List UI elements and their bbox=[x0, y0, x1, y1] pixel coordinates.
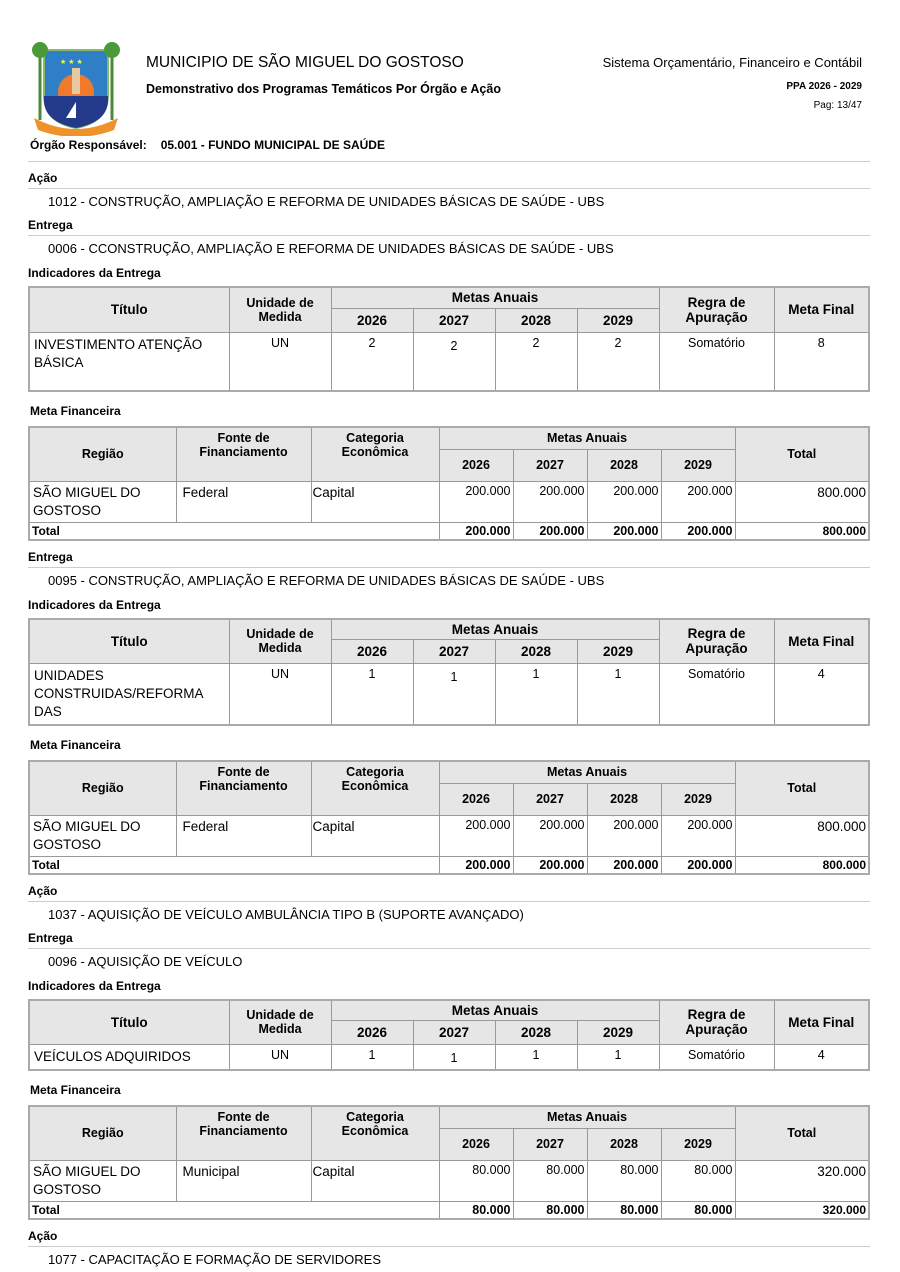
col-year: 2027 bbox=[413, 1021, 495, 1045]
svg-text:★ ★ ★: ★ ★ ★ bbox=[60, 59, 83, 66]
col-year: 2028 bbox=[587, 783, 661, 815]
col-fonte: Fonte de Financiamento bbox=[176, 1106, 311, 1160]
indicador-meta: 2 bbox=[413, 332, 495, 391]
indicador-meta: 2 bbox=[495, 332, 577, 391]
total-label: Total bbox=[29, 856, 439, 874]
table-header-row bbox=[29, 1106, 869, 1128]
table-header-row bbox=[29, 761, 869, 783]
acao-label: Ação bbox=[28, 884, 870, 902]
indicador-unidade: UN bbox=[229, 1045, 331, 1071]
indicador-titulo: UNIDADES CONSTRUIDAS/REFORMA DAS bbox=[29, 664, 229, 726]
col-regiao: Região bbox=[29, 761, 176, 815]
indicador-unidade: UN bbox=[229, 332, 331, 391]
indicador-meta: 1 bbox=[413, 664, 495, 726]
col-year: 2028 bbox=[495, 308, 577, 332]
col-year: 2029 bbox=[577, 308, 659, 332]
col-total: Total bbox=[735, 761, 869, 815]
col-unidade: Unidade de Medida bbox=[229, 1000, 331, 1045]
indicadores-table bbox=[28, 618, 870, 727]
ppa-period: PPA 2026 - 2029 bbox=[786, 81, 862, 92]
total-valor: 80.000 bbox=[439, 1201, 513, 1219]
financeira-valor: 80.000 bbox=[439, 1160, 513, 1201]
col-regra: Regra de Apuração bbox=[659, 287, 774, 332]
indicador-meta: 1 bbox=[495, 1045, 577, 1071]
financeira-valor: 200.000 bbox=[513, 481, 587, 522]
indicador-unidade: UN bbox=[229, 664, 331, 726]
entrega-label: Entrega bbox=[28, 931, 870, 949]
col-year: 2028 bbox=[587, 449, 661, 481]
table-row bbox=[29, 815, 869, 856]
table-row bbox=[29, 1045, 869, 1071]
entrega-value: 0006 - CCONSTRUÇÃO, AMPLIAÇÃO E REFORMA DE UNIDADES BÁSICAS DE SAÚDE - UBS bbox=[48, 241, 614, 256]
table-row bbox=[29, 1160, 869, 1201]
table-header-row bbox=[29, 1000, 869, 1021]
col-year: 2028 bbox=[495, 1021, 577, 1045]
financeira-valor: 200.000 bbox=[587, 481, 661, 522]
total-valor: 200.000 bbox=[439, 856, 513, 874]
col-metas-anuais: Metas Anuais bbox=[439, 427, 735, 449]
table-header-row bbox=[29, 619, 869, 640]
financeira-total: 800.000 bbox=[735, 815, 869, 856]
col-categoria: Categoria Econômica bbox=[311, 1106, 439, 1160]
total-valor: 200.000 bbox=[661, 856, 735, 874]
indicador-meta: 1 bbox=[495, 664, 577, 726]
col-year: 2028 bbox=[587, 1128, 661, 1160]
col-year: 2028 bbox=[495, 640, 577, 664]
meta-financeira-label: Meta Financeira bbox=[30, 738, 121, 752]
indicador-titulo: INVESTIMENTO ATENÇÃO BÁSICA bbox=[29, 332, 229, 391]
table-row bbox=[29, 664, 869, 726]
financeira-valor: 80.000 bbox=[513, 1160, 587, 1201]
col-year: 2026 bbox=[439, 1128, 513, 1160]
total-label: Total bbox=[29, 1201, 439, 1219]
indicadores-table bbox=[28, 286, 870, 392]
acao-label: Ação bbox=[28, 1229, 870, 1247]
financeira-valor: 200.000 bbox=[513, 815, 587, 856]
financeira-categoria: Capital bbox=[311, 815, 439, 856]
total-valor: 200.000 bbox=[661, 522, 735, 540]
indicadores-label: Indicadores da Entrega bbox=[28, 266, 161, 280]
financeira-total: 800.000 bbox=[735, 481, 869, 522]
indicador-meta-final: 8 bbox=[774, 332, 869, 391]
col-year: 2026 bbox=[331, 640, 413, 664]
col-year: 2027 bbox=[513, 449, 587, 481]
total-valor: 80.000 bbox=[587, 1201, 661, 1219]
col-metas-anuais: Metas Anuais bbox=[439, 1106, 735, 1128]
table-header-row bbox=[29, 287, 869, 308]
acao-value: 1012 - CONSTRUÇÃO, AMPLIAÇÃO E REFORMA DE UNIDADES BÁSICAS DE SAÚDE - UBS bbox=[48, 194, 605, 209]
table-row bbox=[29, 481, 869, 522]
total-valor: 80.000 bbox=[513, 1201, 587, 1219]
total-valor: 200.000 bbox=[513, 522, 587, 540]
col-year: 2027 bbox=[513, 783, 587, 815]
col-fonte: Fonte de Financiamento bbox=[176, 761, 311, 815]
total-valor: 200.000 bbox=[587, 522, 661, 540]
indicadores-table bbox=[28, 999, 870, 1072]
indicadores-label: Indicadores da Entrega bbox=[28, 978, 161, 993]
col-metas-anuais: Metas Anuais bbox=[331, 1000, 659, 1021]
table-total-row bbox=[29, 522, 869, 540]
col-regra: Regra de Apuração bbox=[659, 1000, 774, 1045]
indicador-regra: Somatório bbox=[659, 1045, 774, 1071]
col-year: 2027 bbox=[413, 308, 495, 332]
indicador-regra: Somatório bbox=[659, 664, 774, 726]
municipal-coat-of-arms-logo bbox=[30, 40, 122, 136]
indicador-meta: 1 bbox=[331, 664, 413, 726]
col-titulo: Título bbox=[29, 619, 229, 664]
total-geral: 800.000 bbox=[735, 522, 869, 540]
indicador-meta: 1 bbox=[577, 664, 659, 726]
meta-financeira-label: Meta Financeira bbox=[30, 1083, 121, 1097]
entrega-label: Entrega bbox=[28, 218, 870, 236]
financeira-valor: 80.000 bbox=[661, 1160, 735, 1201]
acao-value: 1037 - AQUISIÇÃO DE VEÍCULO AMBULÂNCIA TIPO B (SUPORTE AVANÇADO) bbox=[48, 906, 524, 922]
report-title: Demonstrativo dos Programas Temáticos Por Órgão e Ação bbox=[146, 82, 501, 96]
system-name: Sistema Orçamentário, Financeiro e Contábil bbox=[602, 55, 862, 70]
col-year: 2029 bbox=[577, 640, 659, 664]
col-titulo: Título bbox=[29, 1000, 229, 1045]
report-body bbox=[28, 161, 870, 1267]
col-year: 2029 bbox=[661, 783, 735, 815]
financeira-valor: 200.000 bbox=[661, 481, 735, 522]
table-total-row bbox=[29, 856, 869, 874]
col-total: Total bbox=[735, 1106, 869, 1160]
municipality-name: MUNICIPIO DE SÃO MIGUEL DO GOSTOSO bbox=[146, 54, 464, 71]
col-categoria: Categoria Econômica bbox=[311, 761, 439, 815]
indicador-meta: 2 bbox=[331, 332, 413, 391]
col-year: 2027 bbox=[413, 640, 495, 664]
total-valor: 200.000 bbox=[439, 522, 513, 540]
col-meta-final: Meta Final bbox=[774, 1000, 869, 1045]
financeira-regiao: SÃO MIGUEL DO GOSTOSO bbox=[29, 815, 176, 856]
financeira-regiao: SÃO MIGUEL DO GOSTOSO bbox=[29, 1160, 176, 1201]
total-geral: 320.000 bbox=[735, 1201, 869, 1219]
col-metas-anuais: Metas Anuais bbox=[331, 287, 659, 308]
indicador-regra: Somatório bbox=[659, 332, 774, 391]
col-regiao: Região bbox=[29, 1106, 176, 1160]
col-unidade: Unidade de Medida bbox=[229, 619, 331, 664]
acao-label: Ação bbox=[28, 171, 870, 189]
indicador-titulo: VEÍCULOS ADQUIRIDOS bbox=[29, 1045, 229, 1071]
orgao-value: 05.001 - FUNDO MUNICIPAL DE SAÚDE bbox=[160, 138, 385, 152]
meta-financeira-table bbox=[28, 760, 870, 875]
col-regiao: Região bbox=[29, 427, 176, 481]
financeira-fonte: Federal bbox=[176, 815, 311, 856]
col-categoria: Categoria Econômica bbox=[311, 427, 439, 481]
col-year: 2026 bbox=[439, 783, 513, 815]
entrega-value: 0096 - AQUISIÇÃO DE VEÍCULO bbox=[48, 953, 243, 969]
page-number: Pag: 13/47 bbox=[813, 100, 862, 111]
col-year: 2029 bbox=[661, 449, 735, 481]
col-metas-anuais: Metas Anuais bbox=[439, 761, 735, 783]
col-meta-final: Meta Final bbox=[774, 287, 869, 332]
financeira-valor: 200.000 bbox=[439, 815, 513, 856]
financeira-regiao: SÃO MIGUEL DO GOSTOSO bbox=[29, 481, 176, 522]
orgao-responsavel bbox=[30, 138, 399, 152]
indicador-meta: 1 bbox=[577, 1045, 659, 1071]
col-total: Total bbox=[735, 427, 869, 481]
meta-financeira-table bbox=[28, 1105, 870, 1220]
meta-financeira-table bbox=[28, 426, 870, 541]
meta-financeira-label: Meta Financeira bbox=[30, 404, 121, 418]
col-unidade: Unidade de Medida bbox=[229, 287, 331, 332]
col-year: 2029 bbox=[577, 1021, 659, 1045]
total-label: Total bbox=[29, 522, 439, 540]
acao-value: 1077 - CAPACITAÇÃO E FORMAÇÃO DE SERVIDORES bbox=[48, 1251, 382, 1267]
financeira-valor: 200.000 bbox=[661, 815, 735, 856]
entrega-label: Entrega bbox=[28, 550, 870, 568]
total-valor: 200.000 bbox=[587, 856, 661, 874]
financeira-fonte: Municipal bbox=[176, 1160, 311, 1201]
financeira-categoria: Capital bbox=[311, 481, 439, 522]
indicador-meta: 1 bbox=[413, 1045, 495, 1071]
entrega-value: 0095 - CONSTRUÇÃO, AMPLIAÇÃO E REFORMA DE UNIDADES BÁSICAS DE SAÚDE - UBS bbox=[48, 572, 605, 588]
col-regra: Regra de Apuração bbox=[659, 619, 774, 664]
col-year: 2026 bbox=[331, 1021, 413, 1045]
financeira-fonte: Federal bbox=[176, 481, 311, 522]
financeira-valor: 200.000 bbox=[587, 815, 661, 856]
col-year: 2029 bbox=[661, 1128, 735, 1160]
financeira-valor: 200.000 bbox=[439, 481, 513, 522]
col-year: 2027 bbox=[513, 1128, 587, 1160]
indicadores-label: Indicadores da Entrega bbox=[28, 597, 161, 612]
col-fonte: Fonte de Financiamento bbox=[176, 427, 311, 481]
col-metas-anuais: Metas Anuais bbox=[331, 619, 659, 640]
indicador-meta: 1 bbox=[331, 1045, 413, 1071]
table-total-row bbox=[29, 1201, 869, 1219]
total-valor: 200.000 bbox=[513, 856, 587, 874]
indicador-meta: 2 bbox=[577, 332, 659, 391]
financeira-valor: 80.000 bbox=[587, 1160, 661, 1201]
col-titulo: Título bbox=[29, 287, 229, 332]
indicador-meta-final: 4 bbox=[774, 1045, 869, 1071]
indicador-meta-final: 4 bbox=[774, 664, 869, 726]
col-meta-final: Meta Final bbox=[774, 619, 869, 664]
col-year: 2026 bbox=[331, 308, 413, 332]
report-header bbox=[0, 0, 900, 160]
table-row bbox=[29, 332, 869, 391]
financeira-categoria: Capital bbox=[311, 1160, 439, 1201]
col-year: 2026 bbox=[439, 449, 513, 481]
total-valor: 80.000 bbox=[661, 1201, 735, 1219]
financeira-total: 320.000 bbox=[735, 1160, 869, 1201]
table-header-row bbox=[29, 427, 869, 449]
orgao-label: Órgão Responsável: bbox=[30, 138, 147, 152]
total-geral: 800.000 bbox=[735, 856, 869, 874]
